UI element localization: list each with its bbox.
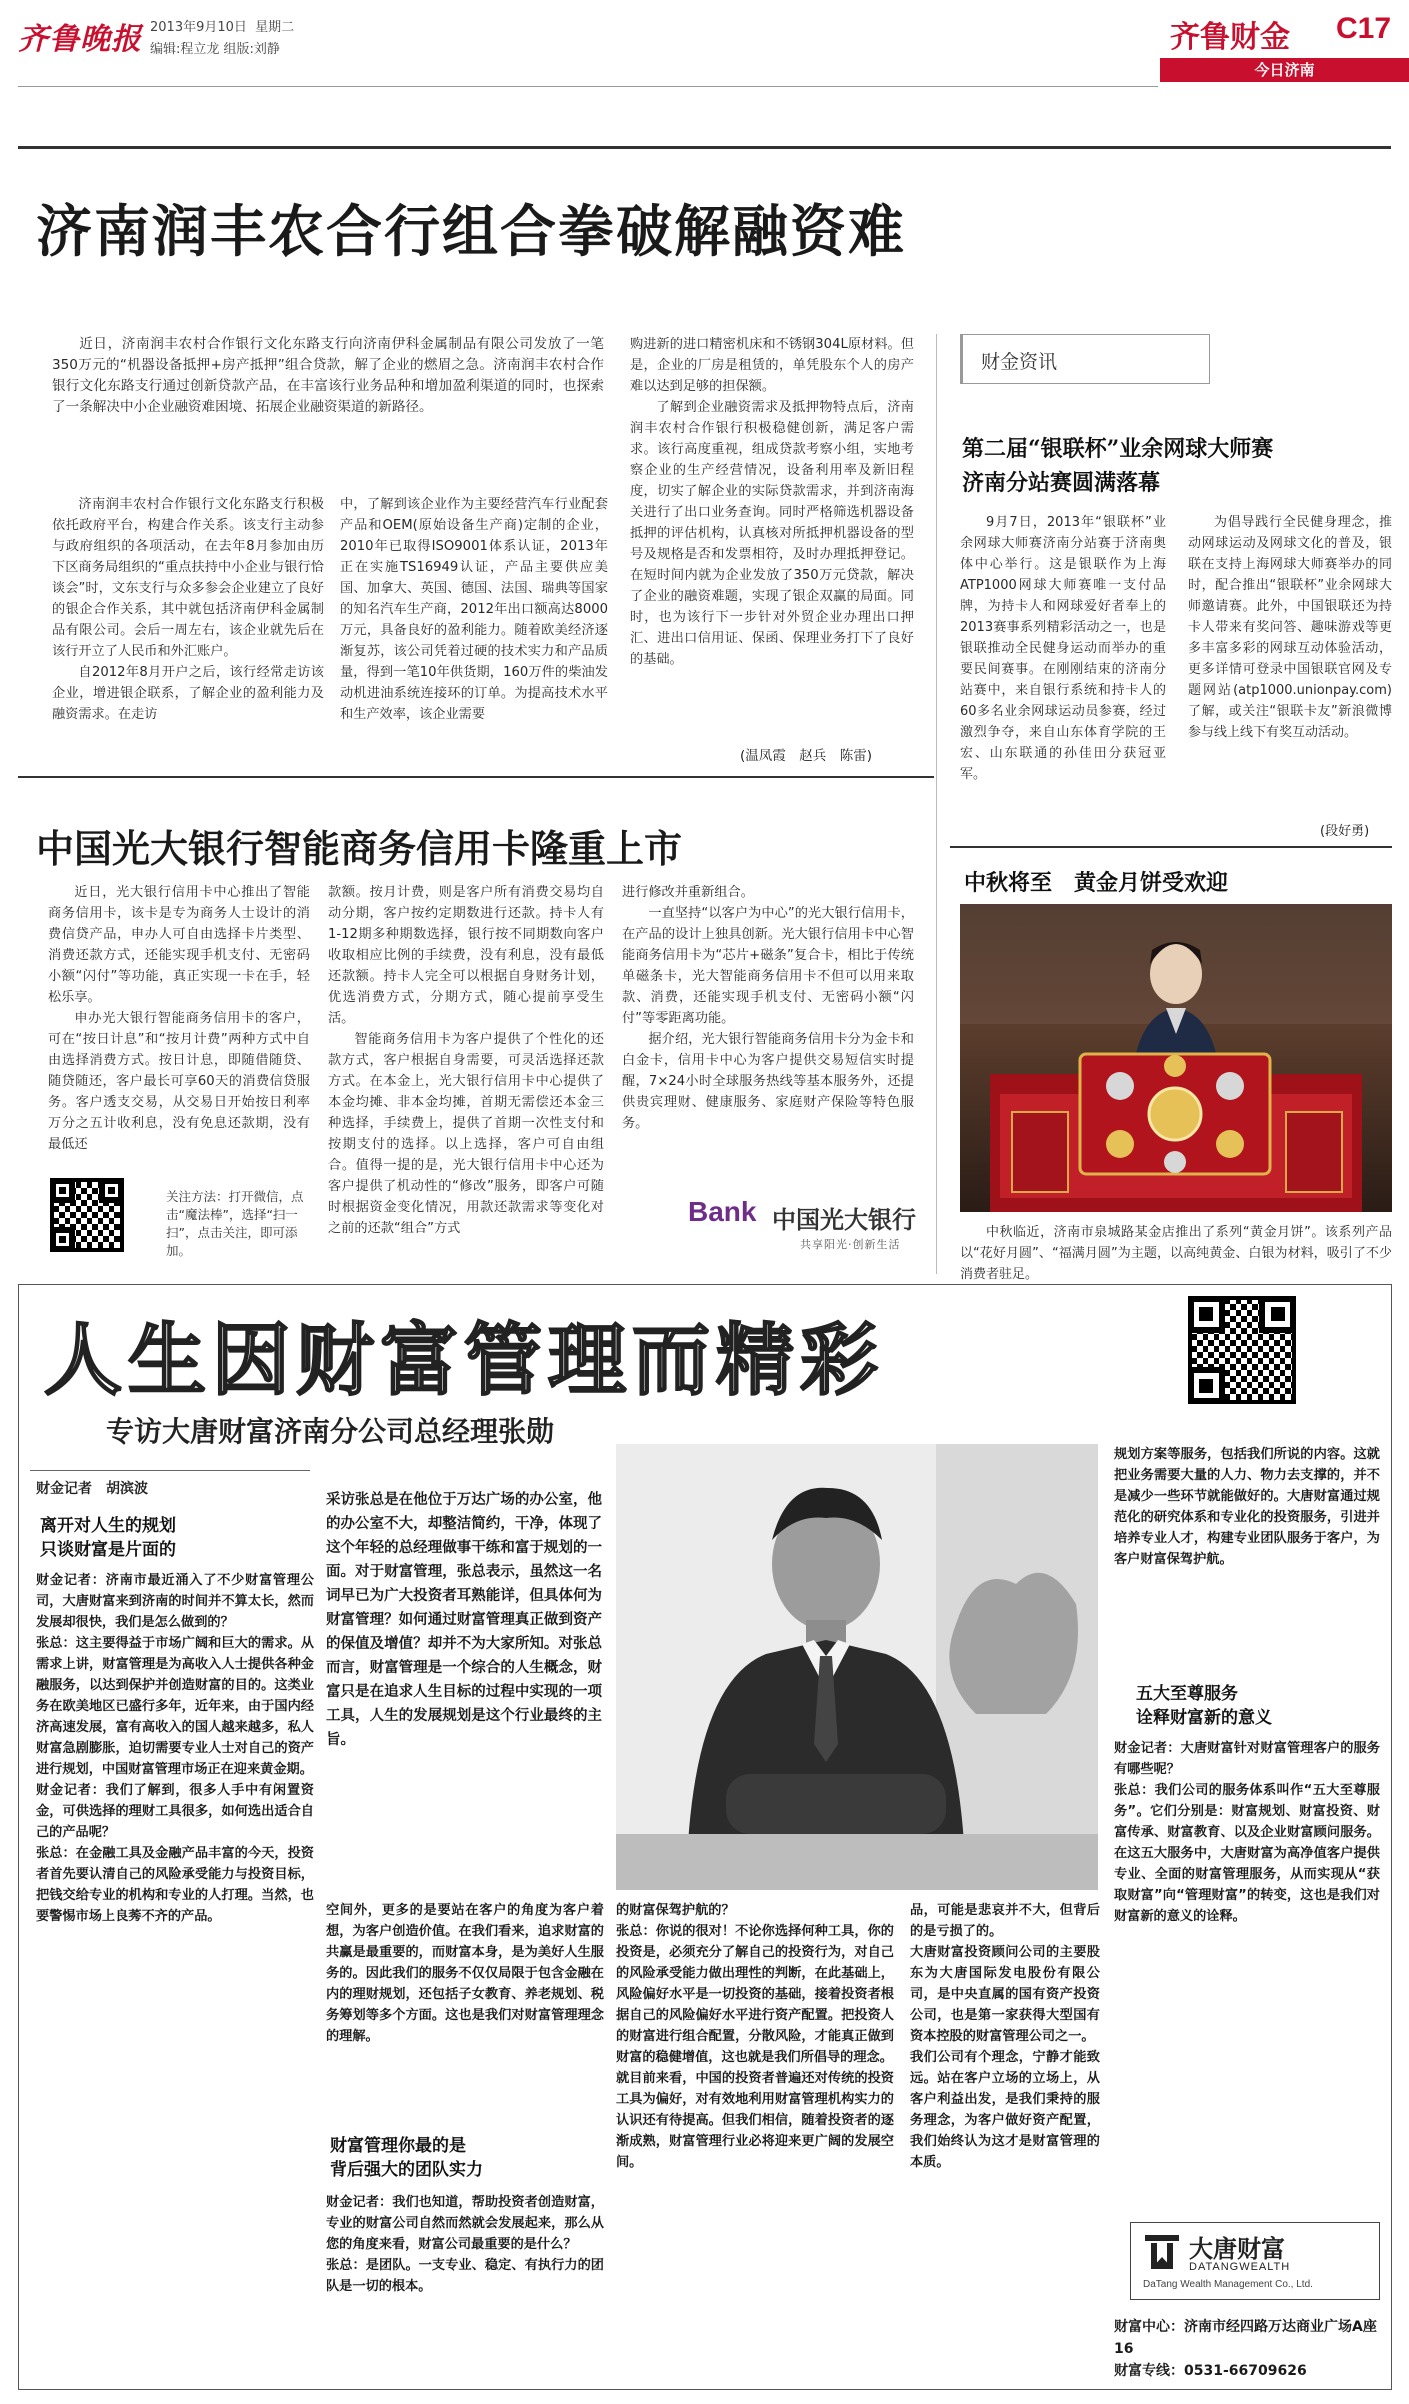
a3-subheadline: 专访大唐财富济南分公司总经理张勋 <box>106 1415 555 1448</box>
a3-col2b: 财金记者：我们也知道，帮助投资者创造财富，专业的财富公司自然而然就会发展起来，那么从您的角度来看，财富公司最重要的是什么？ 张总：是团队。一支专业、稳定、有执行力的团队是一切的根本。 <box>326 2195 604 2294</box>
interviewee-photo-art <box>616 1444 1098 1890</box>
a3-col5b: 财金记者：大唐财富针对财富管理客户的服务有哪些呢？ 张总：我们公司的服务体系叫作“五大至尊服务”。它们分别是：财富规划、财富投资、财富传承、财富教育、以及企业财富顾问服务。在这五大服务中，大唐财富为高净值客户提供专业、全面的财富管理服务，从而实现从“获取财富”向“管理财富”的转变，这也是我们对财富新的意义的诠释。 <box>1114 1741 1380 1924</box>
newspaper-logo: 齐鲁晚报 <box>18 22 142 57</box>
subsection-label: 今日济南 <box>1254 61 1315 79</box>
tennis-col1: 9月7日，2013年“银联杯”业余网球大师赛济南分站赛于济南奥体中心举行。这是银联作为上海ATP1000网球大师赛唯一支付品牌，为持卡人和网球爱好者奉上的2013赛事系列精彩活动之一，也是银联推动全民健身运动而举办的重要民间赛事。在刚刚结束的济南分站赛中，来自银行系统和持卡人的60多名业余网球运动员参赛，经过激烈争夺，来自山东体育学院的王宏、山东联通的孙佳田分获冠亚军。 <box>960 515 1166 782</box>
mooncake-caption: 中秋临近，济南市泉城路某金店推出了系列“黄金月饼”。该系列产品以“花好月圆”、“福满月圆”为主题，以高纯黄金、白银为材料，吸引了不少消费者驻足。 <box>960 1225 1392 1282</box>
a3-subhead-1: 离开对人生的规划 只谈财富是片面的 <box>40 1516 176 1560</box>
a2-col2: 款额。按月计费，则是客户所有消费交易均自动分期，客户按约定期数进行还款。持卡人有1-12期多种期数选择，银行按不同期数向客户收取相应比例的手续费，没有利息，没有最低还款额。持卡人完全可以根据自身财务计划，优选消费方式，分期方式，随心提前享受生活。 智能商务信用卡为客户提供了个性化的还款方式，客户根据自身需要，可灵活选择还款方式。在本金上，光大银行信用卡中心提供了本金均摊、非本金均摊，首期无需偿还本金三种选择，手续费上，提供了首期一次性支付和按期支付的选择。以上选择，客户可自由组合。值得一提的是，光大银行信用卡中心还为客户提供了机动性的“修改”服务，即客户可随时根据资金变化情况，用款还款需求等变化对之前的还款“组合”方式 <box>328 885 604 1236</box>
a3-col3: 的财富保驾护航的？ 张总：你说的很对！不论你选择何种工具，你的投资是，必须充分了解自己的投资行为，对自己的风险承受能力做出理性的判断，在此基础上，风险偏好水平是一切投资的基础，接着投资者根据自己的风险偏好水平进行资产配置。把投资人的财富进行组合配置，分散风险，才能真正做到财富的稳健增值，这也就是我们所倡导的理念。 就目前来看，中国的投资者普遍还对传统的投资工具为偏好，对有效地利用财富管理机构实力的认识还有待提高。但我们相信，随着投资者的逐渐成熟，财富管理行业必将迎来更广阔的发展空间。 <box>616 1903 894 2170</box>
company-name-cn: 大唐财富 <box>1189 2235 1285 2263</box>
a3-headline: 人生因财富管理而精彩 <box>44 1316 885 1406</box>
a2-col3: 进行修改并重新组合。 一直坚持“以客户为中心”的光大银行信用卡，在产品的设计上独具创新。光大银行信用卡中心智能商务信用卡为“芯片+磁条”复合卡，相比于传统单磁条卡，光大智能商务信用卡不但可以用来取款、消费，还能实现手机支付、无密码小额“闪付”等零距离功能。 据介绍，光大银行智能商务信用卡分为金卡和白金卡，信用卡中心为客户提供交易短信实时提醒，7×24小时全球服务热线等基本服务外，还提供贵宾理财、健康服务、家庭财产保险等特色服务。 <box>622 885 914 1131</box>
a3-intro: 采访张总是在他位于万达广场的办公室，他的办公室不大，却整洁简约，干净，体现了这个年轻的总经理做事干练和富于规划的一面。对于财富管理，张总表示，虽然这一名词早已为广大投资者耳熟能详，但具体何为财富管理？如何通过财富管理真正做到资产的保值及增值？却并不为大家所知。对张总而言，财富管理是一个综合的人生概念，财富只是在追求人生目标的过程中实现的一项工具，人生的发展规划是这个行业最终的主旨。 <box>326 1492 602 1748</box>
a1-byline: (温凤霞 赵兵 陈雷) <box>740 748 873 764</box>
cebbank-logo <box>688 1196 928 1266</box>
a2-headline: 中国光大银行智能商务信用卡隆重上市 <box>36 826 683 871</box>
a3-col1: 财金记者：济南市最近涌入了不少财富管理公司，大唐财富来到济南的时间并不算太长，然而发展却很快，我们是怎么做到的？ 张总：这主要得益于市场广阔和巨大的需求。从需求上讲，财富管理是为高收入人士提供各种金融服务，以达到保护并创造财富的目的。这类业务在欧美地区已盛行多年，近年来，由于国内经济高速发展，富有高收入的国人越来越多，私人财富急剧膨胀，迫切需要专业人士对自己的资产进行规划，中国财富管理市场正在迎来黄金期。 财金记者：我们了解到，很多人手中有闲置资金，可供选择的理财工具很多，如何选出适合自己的产品呢？ 张总：在金融工具及金融产品丰富的今天，投资者首先要认清自己的风险承受能力与投资目标，把钱交给专业的机构和专业的人打理。当然，也要警惕市场上良莠不齐的产品。 <box>36 1573 314 1924</box>
issue-date: 2013年9月10日 星期二 <box>150 20 295 35</box>
a3-footer: 财富中心：济南市经四路万达商业广场A座16 财富专线：0531-66709626 <box>1114 2319 1377 2379</box>
a1-col1: 济南润丰农村合作银行文化东路支行积极依托政府平台，构建合作关系。该支行主动参与政府组织的各项活动，在去年8月参加由历下区商务局组织的“重点扶持中小企业与银行恰谈会”时，文东支行与众多参会企业建立了良好的银企合作关系，其中就包括济南伊科金属制品有限公司。会后一周左右，该企业就先后在该行开立了人民币和外汇账户。 自2012年8月开户之后，该行经常走访该企业，增进银企联系，了解企业的盈利能力及融资需求。在走访 <box>52 497 324 722</box>
a2-col1: 近日，光大银行信用卡中心推出了智能商务信用卡，该卡是专为商务人士设计的消费信贷产品，申办人可自由选择卡片类型、消费还款方式，还能实现手机支付、无密码小额“闪付”等功能，真正实现一卡在手，轻松乐享。 申办光大银行智能商务信用卡的客户，可在“按日计息”和“按月计费”两种方式中自由选择消费方式。按日计息，即随借随贷、随贷随还，客户最长可享60天的消费信贷服务。客户透支交易，从交易日开始按日利率万分之五计收利息，没有免息还款期，没有最低还 <box>48 885 310 1152</box>
sidebar-label-box <box>960 334 1210 384</box>
company-name-en: DATANGWEALTH <box>1189 2261 1291 2273</box>
subsection-bar <box>1160 58 1409 82</box>
a1-col2: 中，了解到该企业作为主要经营汽车行业配套产品和OEM(原始设备生产商)定制的企业，2010年已取得ISO9001体系认证，2013年正在实施TS16949认证，产品主要供应美国、加拿大、英国、德国、法国、瑞典等国家的知名汽车生产商，2012年出口额高达8000万元，具备良好的盈利能力。随着欧美经济逐渐复苏，该公司凭着过硬的技术实力和产品质量，得到一笔10年供货期，160万件的柴油发动机进油系统连接环的订单。为提高技术水平和生产效率，该企业需要 <box>340 497 608 722</box>
a3-col2: 空间外，更多的是要站在客户的角度为客户着想，为客户创造价值。在我们看来，追求财富的共赢是最重要的，而财富本身，是为美好人生服务的。因此我们的服务不仅仅局限于包含金融在内的理财规划，还包括子女教育、养老规划、税务筹划等多个方面。这也是我们对财富管理理念的理解。 <box>326 1903 604 2044</box>
a2-qr-code[interactable] <box>50 1178 124 1252</box>
mooncake-title: 中秋将至 黄金月饼受欢迎 <box>964 870 1229 896</box>
tennis-col2: 为倡导践行全民健身理念，推动网球运动及网球文化的普及，银联在支持上海网球大师赛举办的同时，配合推出“银联杯”业余网球大师邀请赛。此外，中国银联还为持卡人带来有奖问答、趣味游戏等更多丰富多彩的网球互动体验活动，更多详情可登录中国银联官网及专题网站(atp1000.unionpay.com)了解，或关注“银联卡友”新浪微博参与线上线下有奖互动活动。 <box>1188 515 1392 740</box>
a1-col3: 购进新的进口精密机床和不锈钢304L原材料。但是，企业的厂房是租赁的，单凭股东个人的房产难以达到足够的担保额。 了解到企业融资需求及抵押物特点后，济南润丰农村合作银行积极稳健创新，满足客户需求。该行高度重视，组成贷款考察小组，实地考察企业的生产经营情况，设备利用率及新旧程度，切实了解企业的实际贷款需求，并到济南海关进行了出口业务查询。同时严格筛选机器设备抵押的评估机构，认真核对所抵押机器设备的型号及规格是否和发票相符，及时办理抵押登记。在短时间内就为企业发放了350万元贷款，解决了企业的融资难题，实现了银企双赢的局面。同时，也为该行下一步针对外贸企业办理出口押汇、进出口信用证、保函、保理业务打下了良好的基础。 <box>630 337 914 667</box>
interviewee-photo <box>616 1444 1098 1890</box>
section-name: 齐鲁财金 <box>1170 20 1290 55</box>
sidebar-divider <box>936 334 937 1274</box>
a3-col5: 规划方案等服务，包括我们所说的内容。这就把业务需要大量的人力、物力去支撑的，并不是减少一些环节就能做好的。大唐财富通过规范化的研究体系和专业化的投资服务，引进并培养专业人才，构建专业团队服务于客户，为客户财富保驾护航。 <box>1114 1447 1380 1567</box>
sidebar-label: 财金资讯 <box>981 351 1058 373</box>
a3-subhead-3: 五大至尊服务 诠释财富新的意义 <box>1136 1684 1272 1728</box>
a3-reporter: 财金记者 胡滨波 <box>36 1481 148 1497</box>
page-number: C17 <box>1336 12 1392 45</box>
cebbank-logo-cn: 中国光大银行 <box>772 1206 916 1234</box>
datang-wealth-logo <box>1130 2222 1380 2300</box>
cebbank-logo-en: Bank <box>688 1196 757 1227</box>
a3-col4: 品，可能是悲哀并不大，但背后的是亏损了的。 大唐财富投资顾问公司的主要股东为大唐国际发电股份有限公司，是中央直属的国有资产投资公司，也是第一家获得大型国有资本控股的财富管理公司之一。 我们公司有个理念，宁静才能致远。站在客户立场的立场上，从客户利益出发，是我们秉持的服务理念，为客户做好资产配置，我们始终认为这才是财富管理的本质。 <box>910 1903 1100 2170</box>
datang-emblem-icon <box>1143 2233 1181 2273</box>
cebbank-slogan: 共享阳光·创新生活 <box>800 1238 901 1251</box>
top-rule <box>18 146 1391 149</box>
a3-qr-code[interactable] <box>1188 1296 1296 1404</box>
masthead <box>0 0 1409 90</box>
a2-qr-note: 关注方法：打开微信，点击“魔法棒”，选择“扫一扫”，点击关注，即可添加。 <box>166 1189 304 1258</box>
a3-subhead-2: 财富管理你最的是 背后强大的团队实力 <box>330 2136 483 2180</box>
company-fullname: DaTang Wealth Management Co., Ltd. <box>1143 2279 1313 2290</box>
mooncake-photo-art <box>960 904 1392 1212</box>
editor-credits: 编辑:程立龙 组版:刘静 <box>150 42 280 57</box>
a1-headline: 济南润丰农合行组合拳破解融资难 <box>36 199 906 265</box>
a1-lead: 近日，济南润丰农村合作银行文化东路支行向济南伊科金属制品有限公司发放了一笔350万元的“机器设备抵押+房产抵押”组合贷款，解了企业的燃眉之急。济南润丰农村合作银行文化东路支行通过创新贷款产品，在丰富该行业务品种和增加盈利渠道的同时，也探索了一条解决中小企业融资难困境、拓展企业融资渠道的新路径。 <box>52 336 604 415</box>
mooncake-photo <box>960 904 1392 1212</box>
tennis-title: 第二届“银联杯”业余网球大师赛 济南分站赛圆满落幕 <box>962 436 1274 496</box>
tennis-byline: (段好勇) <box>1320 824 1370 839</box>
